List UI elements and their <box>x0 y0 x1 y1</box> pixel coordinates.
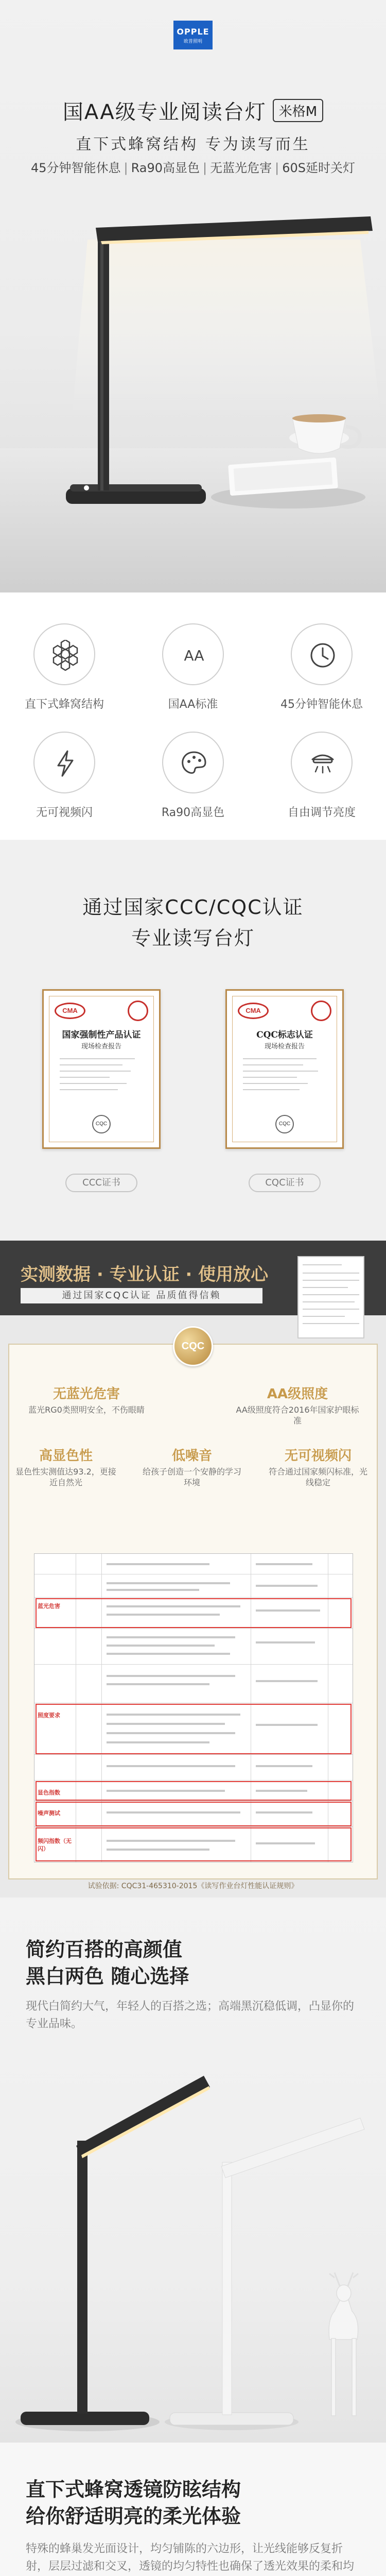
hero-title-row <box>0 96 386 125</box>
feature-separator: | <box>275 161 279 175</box>
stat-heading: 低噪音 <box>171 1448 212 1464</box>
certificate-subtitle: 现场检查报告 <box>81 1043 121 1050</box>
cqc-certificate <box>225 989 344 1149</box>
black-white-lamps-illustration <box>0 2030 386 2443</box>
stat-item <box>267 1445 370 1488</box>
clock-icon <box>307 640 338 671</box>
stat-item <box>14 1445 117 1488</box>
highlight-box <box>36 1704 352 1754</box>
stat-desc: 蓝光RG0类照明安全，不伤眼睛 <box>28 1405 145 1415</box>
cma-mark: CMA <box>238 1003 269 1019</box>
cert-subtitle: 专业读写台灯 <box>131 927 255 950</box>
lightning-icon <box>50 748 81 779</box>
feature-item <box>0 732 129 820</box>
feature-label: Ra90高显色 <box>161 806 225 819</box>
certificate-inner <box>49 996 154 1142</box>
honeycomb-structure-section <box>0 2443 386 2576</box>
color-palette-icon <box>179 748 209 779</box>
honeycomb-icon <box>50 640 81 671</box>
brand-logo-subtext: 欧普照明 <box>183 39 202 44</box>
svg-text:AA: AA <box>184 647 204 664</box>
highlight-box <box>36 1802 352 1826</box>
brand-logo <box>173 21 213 49</box>
highlight-box <box>36 1781 352 1801</box>
hero-features <box>0 158 386 176</box>
hero-section <box>0 0 386 592</box>
feature-separator: | <box>124 161 128 175</box>
brand-logo-text: OPPLE <box>177 27 209 37</box>
certificate-subtitle: 现场检查报告 <box>264 1043 305 1050</box>
icon-circle <box>162 732 224 793</box>
feature-label: 自由调节亮度 <box>287 806 356 819</box>
feature-label: 45分钟智能休息 <box>280 698 363 711</box>
colors-heading-line2: 黑白两色 随心选择 <box>26 1965 189 1988</box>
certificate-logos <box>55 1003 148 1023</box>
report-panel <box>8 1344 378 1879</box>
seal-icon <box>128 1001 148 1021</box>
highlight-box <box>36 1598 352 1628</box>
stat-item <box>141 1445 243 1488</box>
stat-desc: 符合通过国家频闪标准，光线稳定 <box>268 1467 367 1487</box>
stat-heading: 高显色性 <box>39 1448 93 1464</box>
certificate-text-lines <box>60 1058 143 1095</box>
feature-icons-section <box>0 592 386 840</box>
feature-item <box>0 623 129 711</box>
colors-heading-line1: 简约百搭的高颜值 <box>26 1938 183 1961</box>
brightness-icon <box>307 748 338 779</box>
feature-label: 直下式蜂窝结构 <box>24 698 104 711</box>
cqc-badge: CQC <box>173 1326 213 1366</box>
certification-section <box>0 840 386 1241</box>
feature-label: 国AA标准 <box>168 698 218 711</box>
hero-feature: 无蓝光危害 <box>210 161 272 175</box>
certificate-inner <box>232 996 337 1142</box>
feature-label: 无可视频闪 <box>36 806 93 819</box>
cqc-cert-label: CQC证书 <box>249 1174 321 1192</box>
stat-heading: AA级照度 <box>267 1386 328 1402</box>
stat-desc: 给孩子创造一个安静的学习环境 <box>142 1467 241 1487</box>
feature-separator: | <box>203 161 207 175</box>
cert-title: 通过国家CCC/CQC认证 <box>82 896 304 919</box>
aa-badge-icon <box>179 640 209 671</box>
honeycomb-heading-line1: 直下式蜂窝透镜防眩结构 <box>26 2478 241 2501</box>
feature-item <box>129 732 257 820</box>
row-label-color-rendering: 显色指数 <box>38 1789 60 1796</box>
color-options-section <box>0 1897 386 2443</box>
report-footer: 试验依据: CQC31-465310-2015《读写作业台灯性能认证规则》 <box>87 1882 299 1890</box>
ccc-certificate <box>42 989 161 1149</box>
certificate-logos <box>238 1003 331 1023</box>
row-label-flicker: 频闪指数（无闪） <box>38 1838 72 1852</box>
feature-item <box>129 623 257 711</box>
icon-circle <box>162 623 224 685</box>
stat-item <box>236 1383 359 1426</box>
icon-circle <box>33 623 95 685</box>
report-thumbnail <box>297 1256 364 1338</box>
hero-feature: 60S延时关灯 <box>282 161 355 175</box>
cqc-seal: CQC <box>92 1115 111 1133</box>
certificate-text-lines <box>243 1058 326 1095</box>
icon-circle <box>291 732 353 793</box>
hero-lamp-illustration <box>0 180 386 592</box>
cma-mark: CMA <box>55 1003 85 1019</box>
stat-heading: 无可视频闪 <box>284 1448 352 1464</box>
seal-icon <box>311 1001 331 1021</box>
hero-feature: Ra90高显色 <box>131 161 200 175</box>
stat-heading: 无蓝光危害 <box>52 1386 120 1402</box>
stat-item <box>25 1383 148 1415</box>
icon-circle <box>33 732 95 793</box>
test-report-section <box>0 1241 386 1897</box>
feature-item <box>257 623 386 711</box>
stat-desc: 显色性实测值达93.2，更接近自然光 <box>15 1467 116 1487</box>
hero-title: 国AA级专业阅读台灯 <box>62 100 267 124</box>
row-label-illuminance: 照度要求 <box>38 1712 60 1719</box>
report-headline: 实测数据 · 专业认证 · 使用放心 <box>21 1264 269 1285</box>
honeycomb-heading-line2: 给你舒适明亮的柔光体验 <box>26 2505 241 2528</box>
feature-item <box>257 732 386 820</box>
colors-paragraph: 现代白简约大气，年轻人的百搭之选；高端黑沉稳低调，凸显你的专业品味。 <box>26 2000 355 2030</box>
hero-feature: 45分钟智能休息 <box>30 161 121 175</box>
test-report-table <box>34 1553 353 1862</box>
certificate-title: CQC标志认证 <box>256 1030 313 1040</box>
report-subline: 通过国家CQC认证 品质值得信赖 <box>21 1288 262 1303</box>
stat-desc: AA级照度符合2016年国家护眼标准 <box>236 1405 359 1426</box>
row-label-noise: 噪声测试 <box>38 1810 60 1817</box>
cqc-seal: CQC <box>275 1115 294 1133</box>
highlight-box <box>36 1827 352 1861</box>
icon-circle <box>291 623 353 685</box>
model-tag: 米格M <box>273 99 323 122</box>
certificate-title: 国家强制性产品认证 <box>62 1030 141 1040</box>
row-label-blue-light: 蓝光危害 <box>38 1603 60 1609</box>
honeycomb-paragraph: 特殊的蜂巢发光面设计，均匀铺陈的六边形，让光线能够反复折射，层层过滤和交叉，透镜的均匀特性也确保了透光效果的柔和均 <box>26 2543 355 2573</box>
hero-subtitle: 直下式蜂窝结构 专为读写而生 <box>76 135 310 154</box>
ccc-cert-label: CCC证书 <box>65 1174 137 1192</box>
